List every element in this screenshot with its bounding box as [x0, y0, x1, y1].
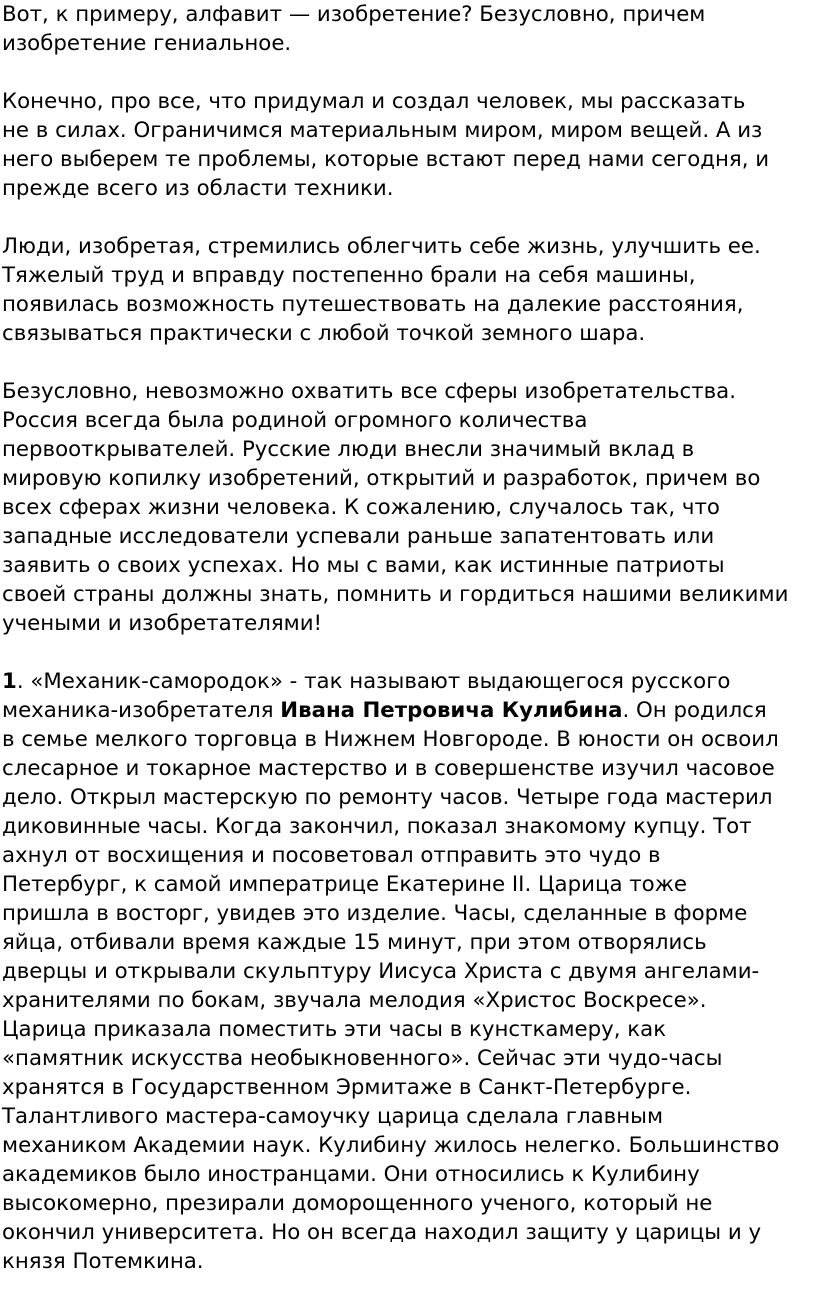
text-line: заявить о своих успехах. Но мы с вами, как истинные патриоты [2, 553, 725, 578]
text-line: Царица приказала поместить эти часы в кунсткамеру, как [2, 1017, 667, 1042]
section-second-line [2, 696, 814, 725]
text-line: дверцы и открывали скульптуру Иисуса Христа с двумя ангелами- [2, 959, 760, 984]
text-line: высокомерно, презирали доморощенного ученого, который не [2, 1191, 713, 1216]
text-line: своей страны должны знать, помнить и гордиться нашими великими [2, 582, 789, 607]
text-line: академиков было иностранцами. Они относились к Кулибину [2, 1162, 700, 1187]
text-line: хранителями по бокам, звучала мелодия «Христос Воскресе». [2, 988, 707, 1013]
text-line: яйца, отбивали время каждые 15 минут, при этом отворялись [2, 930, 707, 955]
paragraph-alphabet [2, 0, 814, 58]
text-fragment: механика-изобретателя [2, 698, 281, 723]
paragraph-people-inventing [2, 232, 814, 348]
text-line: не в силах. Ограничимся материальным миром, миром вещей. А из [2, 118, 763, 143]
paragraph-material-world [2, 87, 814, 203]
text-line: Талантливого мастера-самоучку царица сделала главным [2, 1104, 664, 1129]
text-line: Вот, к примеру, алфавит — изобретение? Безусловно, причем [2, 2, 706, 27]
text-fragment: . «Механик-самородок» - так называют выдающегося русского [16, 669, 731, 694]
paragraph-russia-inventors [2, 377, 814, 638]
text-line: всех сферах жизни человека. К сожалению, случалось так, что [2, 495, 720, 520]
text-line: учеными и изобретателями! [2, 611, 323, 636]
section-kulibin [2, 667, 814, 1276]
text-line: мировую копилку изобретений, открытий и разработок, причем во [2, 466, 761, 491]
text-line: «памятник искусства необыкновенного». Сейчас эти чудо-часы [2, 1046, 723, 1071]
text-line: связываться практически с любой точкой земного шара. [2, 321, 646, 346]
text-line: появилась возможность путешествовать на далекие расстояния, [2, 292, 744, 317]
text-line: Тяжелый труд и вправду постепенно брали на себя машины, [2, 263, 696, 288]
text-line: в семье мелкого торговца в Нижнем Новгороде. В юности он освоил [2, 727, 779, 752]
text-line: хранятся в Государственном Эрмитаже в Санкт-Петербурге. [2, 1075, 692, 1100]
text-line: диковинные часы. Когда закончил, показал знакомому купцу. Тот [2, 814, 752, 839]
text-line: Безусловно, невозможно охватить все сферы изобретательства. [2, 379, 737, 404]
text-fragment: . Он родился [622, 698, 767, 723]
section-number: 1 [2, 669, 17, 694]
text-line: Конечно, про все, что придумал и создал человек, мы рассказать [2, 89, 746, 114]
text-line: первооткрывателей. Русские люди внесли значимый вклад в [2, 437, 695, 462]
text-line: Россия всегда была родиной огромного количества [2, 408, 588, 433]
document-page [2, 0, 814, 1305]
text-line: механиком Академии наук. Кулибину жилось нелегко. Большинство [2, 1133, 780, 1158]
text-line: окончил университета. Но он всегда находил защиту у царицы и у [2, 1220, 762, 1245]
text-line: ахнул от восхищения и посоветовал отправить это чудо в [2, 843, 661, 868]
text-line: князя Потемкина. [2, 1249, 204, 1274]
text-line: дело. Открыл мастерскую по ремонту часов. Четыре года мастерил [2, 785, 773, 810]
text-line: изобретение гениальное. [2, 31, 292, 56]
text-line: слесарное и токарное мастерство и в совершенстве изучил часовое [2, 756, 775, 781]
text-line: пришла в восторг, увидев это изделие. Часы, сделанные в форме [2, 901, 748, 926]
text-line: Люди, изобретая, стремились облегчить себе жизнь, улучшить ее. [2, 234, 761, 259]
text-line: Петербург, к самой императрице Екатерине II. Царица тоже [2, 872, 687, 897]
inventor-name: Ивана Петровича Кулибина [280, 698, 623, 723]
text-line: него выберем те проблемы, которые встают перед нами сегодня, и [2, 147, 770, 172]
section-first-line [2, 667, 814, 696]
text-line: западные исследователи успевали раньше запатентовать или [2, 524, 715, 549]
text-line: прежде всего из области техники. [2, 176, 394, 201]
